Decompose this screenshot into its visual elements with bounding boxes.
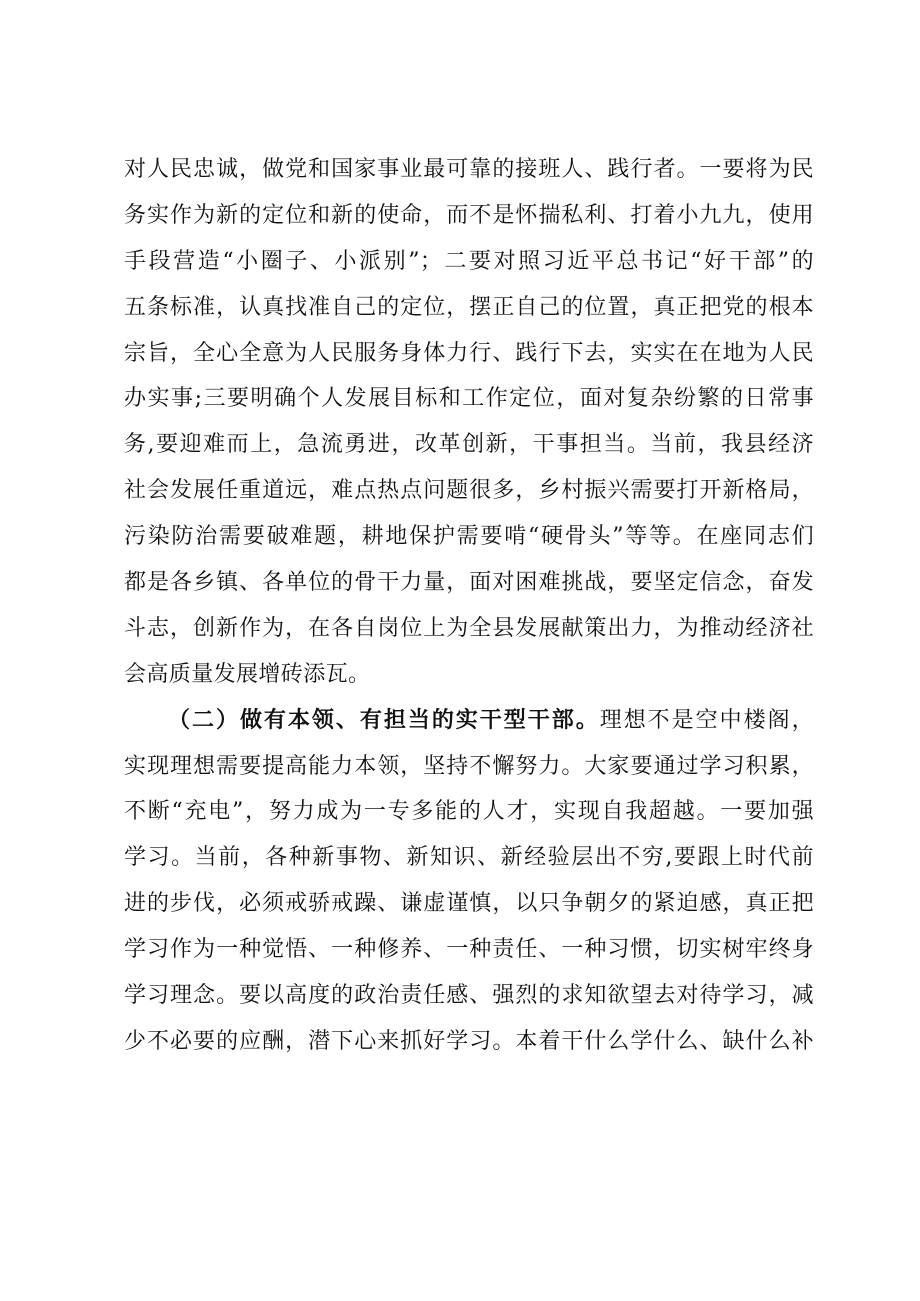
text-line: 会高质量发展增砖添瓦。 <box>124 661 371 687</box>
text-line: 实现理想需要提高能力本领，坚持不懈努力。大家要通过学习积累， <box>124 753 814 779</box>
text-line: 五条标准，认真找准自己的定位，摆正自己的位置，真正把党的根本 <box>124 294 814 320</box>
text-line: 手段营造“小圈子、小派别”；二要对照习近平总书记“好干部”的 <box>124 248 814 274</box>
body-text <box>124 147 814 1065</box>
text-line: 都是各乡镇、各单位的骨干力量，面对困难挑战，要坚定信念，奋发 <box>124 570 814 596</box>
text-line: 进的步伐，必须戒骄戒躁、谦虚谨慎，以只争朝夕的紧迫感，真正把 <box>124 891 814 917</box>
text-line: 学习。当前，各种新事物、新知识、新经验层出不穷,要跟上时代前 <box>124 845 814 871</box>
text-line: 宗旨，全心全意为人民服务身体力行、践行下去，实实在在地为人民 <box>124 340 814 366</box>
text-line: 务实作为新的定位和新的使命，而不是怀揣私利、打着小九九，使用 <box>124 202 814 228</box>
section-heading: （二）做有本领、有担当的实干型干部。 <box>168 706 600 733</box>
text-line: 污染防治需要破难题，耕地保护需要啃“硬骨头”等等。在座同志们 <box>124 524 814 550</box>
text-line: 对人民忠诚，做党和国家事业最可靠的接班人、践行者。一要将为民 <box>124 157 814 182</box>
heading-line-text: 理想不是空中楼阁， <box>599 707 814 733</box>
text-line: 少不必要的应酬，潜下心来抓好学习。本着干什么学什么、缺什么补 <box>124 1028 814 1054</box>
text-line: 办实事;三要明确个人发展目标和工作定位，面对复杂纷繁的日常事 <box>124 386 814 412</box>
text-line: 社会发展任重道远，难点热点问题很多，乡村振兴需要打开新格局， <box>124 478 814 504</box>
text-line: 不断“充电”，努力成为一专多能的人才，实现自我超越。一要加强 <box>124 799 814 825</box>
text-line: 斗志，创新作为，在各自岗位上为全县发展献策出力，为推动经济社 <box>124 615 814 641</box>
section-heading-line <box>124 698 814 744</box>
paragraph-1 <box>124 147 814 698</box>
paragraph-2 <box>124 698 814 1065</box>
text-line: 学习作为一种觉悟、一种修养、一种责任、一种习惯，切实树牢终身 <box>124 937 814 963</box>
text-line: 学习理念。要以高度的政治责任感、强烈的求知欲望去对待学习，减 <box>124 983 814 1009</box>
text-line: 务,要迎难而上，急流勇进，改革创新，干事担当。当前，我县经济 <box>124 432 814 458</box>
